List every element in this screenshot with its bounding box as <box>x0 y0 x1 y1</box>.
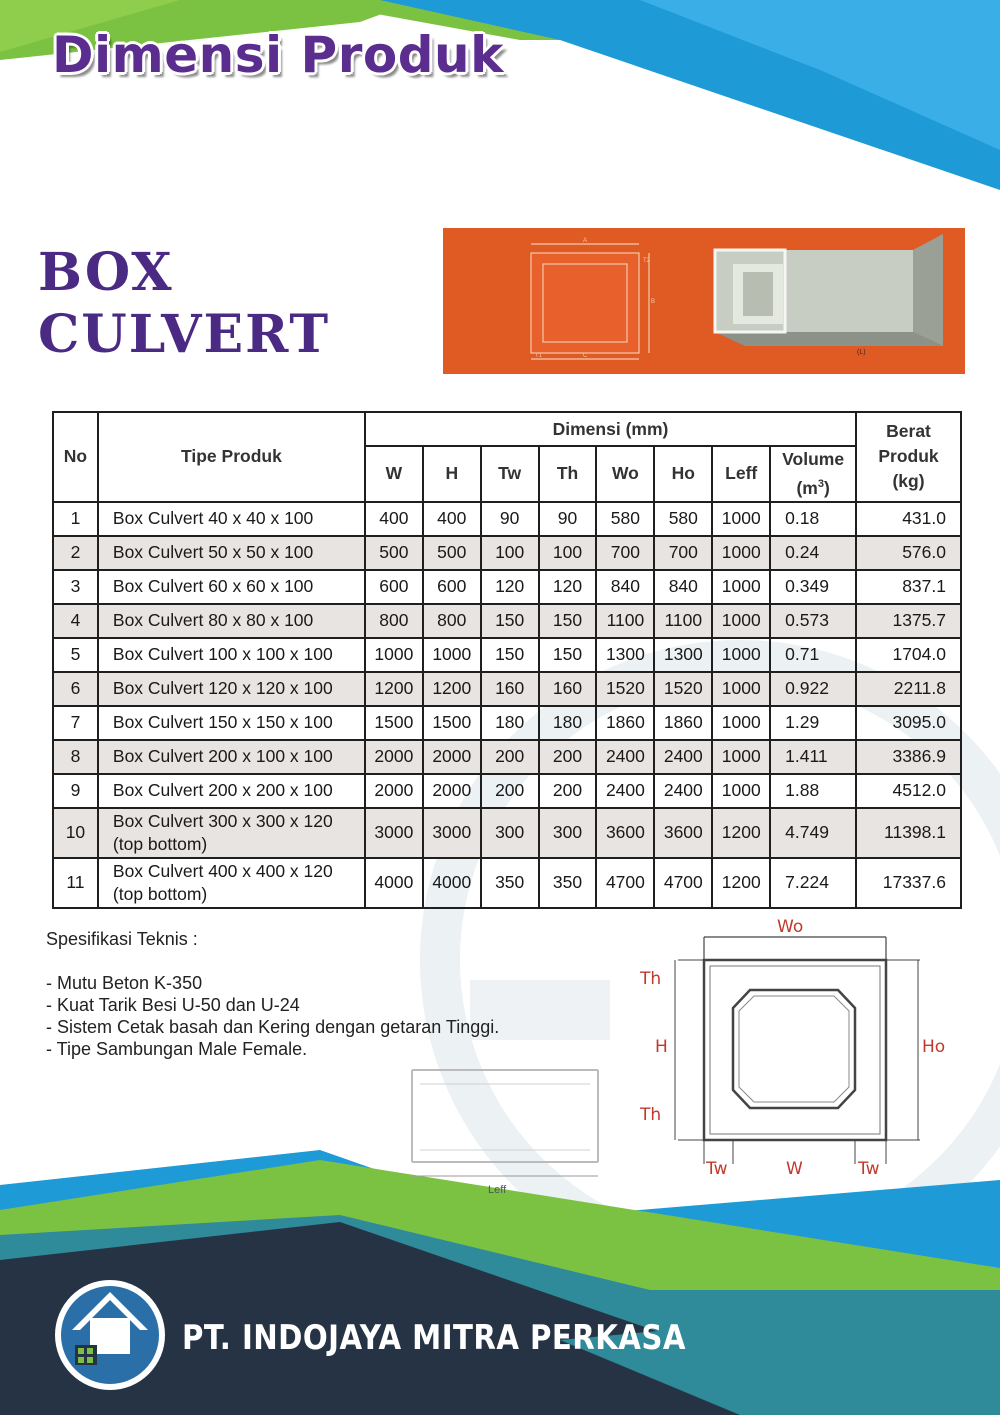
cell-h: 1500 <box>423 706 481 740</box>
cell-leff: 1000 <box>712 604 770 638</box>
column-header-th: Th <box>539 446 597 502</box>
cell-berat: 4512.0 <box>856 774 961 808</box>
cell-wo: 4700 <box>596 858 654 908</box>
company-name: PT. INDOJAYA MITRA PERKASA <box>182 1318 686 1358</box>
product-name <box>38 242 330 366</box>
cell-th: 100 <box>539 536 597 570</box>
table-row <box>53 604 961 638</box>
cell-no: 3 <box>53 570 98 604</box>
cell-leff: 1000 <box>712 536 770 570</box>
cell-volume: 4.749 <box>770 808 856 858</box>
diagram-label-w: W <box>786 1159 803 1179</box>
cell-w: 1000 <box>365 638 423 672</box>
cell-no: 7 <box>53 706 98 740</box>
cell-volume: 0.349 <box>770 570 856 604</box>
table-row <box>53 502 961 536</box>
diagram-label-tw-left: Tw <box>706 1159 728 1179</box>
cell-no: 2 <box>53 536 98 570</box>
cell-tipe-line1: Box Culvert 200 x 100 x 100 <box>112 746 333 767</box>
cell-w: 2000 <box>365 774 423 808</box>
cell-volume: 0.24 <box>770 536 856 570</box>
cell-volume: 1.29 <box>770 706 856 740</box>
table-row <box>53 740 961 774</box>
sketch-label-l: (L) <box>857 349 866 356</box>
table-row <box>53 570 961 604</box>
column-header-tipe: Tipe Produk <box>98 412 365 502</box>
cell-wo: 580 <box>596 502 654 536</box>
cell-berat: 11398.1 <box>856 808 961 858</box>
cell-no: 6 <box>53 672 98 706</box>
cross-section-diagram <box>630 912 960 1184</box>
cell-no: 10 <box>53 808 98 858</box>
cell-w: 4000 <box>365 858 423 908</box>
cell-leff: 1000 <box>712 502 770 536</box>
cell-leff: 1200 <box>712 808 770 858</box>
cell-tipe-line1: Box Culvert 120 x 120 x 100 <box>112 678 333 699</box>
cell-tipe-line1: Box Culvert 300 x 300 x 120 <box>112 810 333 831</box>
diagram-label-th-bottom: Th <box>640 1105 662 1125</box>
cell-leff: 1000 <box>712 672 770 706</box>
cell-tw: 120 <box>481 570 539 604</box>
spec-item: - Mutu Beton K-350 <box>46 973 203 993</box>
diagram-label-leff: Leff <box>488 1184 507 1196</box>
cell-tipe <box>98 570 365 604</box>
cell-w: 500 <box>365 536 423 570</box>
cell-volume: 1.88 <box>770 774 856 808</box>
cell-h: 400 <box>423 502 481 536</box>
cell-berat: 3095.0 <box>856 706 961 740</box>
cell-tipe-line2: (top bottom) <box>112 883 208 904</box>
product-dimension-table <box>52 411 962 909</box>
table-row <box>53 858 961 908</box>
column-header-ho: Ho <box>654 446 712 502</box>
sketch-label-t1: T1 <box>535 353 543 359</box>
cell-ho: 3600 <box>654 808 712 858</box>
product-name-line1: BOX <box>38 242 174 303</box>
column-header-w: W <box>365 446 423 502</box>
cell-tw: 90 <box>481 502 539 536</box>
cell-ho: 4700 <box>654 858 712 908</box>
cell-tw: 200 <box>481 774 539 808</box>
column-header-dimensi: Dimensi (mm) <box>365 412 856 446</box>
cell-th: 200 <box>539 774 597 808</box>
cell-leff: 1000 <box>712 570 770 604</box>
cell-no: 9 <box>53 774 98 808</box>
cell-berat: 1375.7 <box>856 604 961 638</box>
cell-th: 160 <box>539 672 597 706</box>
diagram-label-th-top: Th <box>640 969 662 989</box>
cell-tw: 100 <box>481 536 539 570</box>
cell-th: 180 <box>539 706 597 740</box>
cell-ho: 1300 <box>654 638 712 672</box>
cell-tw: 200 <box>481 740 539 774</box>
cell-wo: 1520 <box>596 672 654 706</box>
cell-leff: 1000 <box>712 740 770 774</box>
cell-tipe-line1: Box Culvert 60 x 60 x 100 <box>112 576 314 597</box>
cell-berat: 2211.8 <box>856 672 961 706</box>
cell-h: 500 <box>423 536 481 570</box>
cell-h: 800 <box>423 604 481 638</box>
cell-no: 8 <box>53 740 98 774</box>
cell-tipe <box>98 502 365 536</box>
column-header-volume: Volume $(m^3)$ <box>770 446 856 502</box>
table-row <box>53 774 961 808</box>
cell-berat: 17337.6 <box>856 858 961 908</box>
column-header-wo: Wo <box>596 446 654 502</box>
cell-h: 600 <box>423 570 481 604</box>
spec-item: - Tipe Sambungan Male Female. <box>46 1039 308 1059</box>
cell-berat: 837.1 <box>856 570 961 604</box>
cell-w: 1500 <box>365 706 423 740</box>
cell-volume: 0.922 <box>770 672 856 706</box>
cell-h: 4000 <box>423 858 481 908</box>
specs-heading: Spesifikasi Teknis : <box>46 929 198 949</box>
cell-berat: 431.0 <box>856 502 961 536</box>
cell-ho: 1520 <box>654 672 712 706</box>
column-header-h: H <box>423 446 481 502</box>
cell-ho: 840 <box>654 570 712 604</box>
cell-wo: 700 <box>596 536 654 570</box>
cell-tipe-line1: Box Culvert 100 x 100 x 100 <box>112 644 333 665</box>
technical-specifications <box>46 928 499 1060</box>
cell-h: 2000 <box>423 774 481 808</box>
cell-wo: 3600 <box>596 808 654 858</box>
cell-w: 800 <box>365 604 423 638</box>
table-row <box>53 808 961 858</box>
cell-tipe <box>98 740 365 774</box>
cell-tipe-line1: Box Culvert 40 x 40 x 100 <box>112 508 314 529</box>
page-title: Dimensi Produk <box>52 26 504 84</box>
column-header-leff: Leff <box>712 446 770 502</box>
cell-tw: 150 <box>481 604 539 638</box>
product-name-line2: CULVERT <box>38 304 331 365</box>
cell-w: 600 <box>365 570 423 604</box>
cell-tipe <box>98 808 365 858</box>
cell-tw: 180 <box>481 706 539 740</box>
cell-tipe <box>98 536 365 570</box>
cell-wo: 2400 <box>596 774 654 808</box>
cell-ho: 580 <box>654 502 712 536</box>
cell-wo: 1860 <box>596 706 654 740</box>
cross-section-sketch <box>531 244 649 359</box>
cell-no: 5 <box>53 638 98 672</box>
column-header-tw: Tw <box>481 446 539 502</box>
cell-tipe <box>98 858 365 908</box>
cell-th: 90 <box>539 502 597 536</box>
diagram-label-wo: Wo <box>777 917 804 937</box>
cell-tipe-line1: Box Culvert 150 x 150 x 100 <box>112 712 333 733</box>
cell-berat: 576.0 <box>856 536 961 570</box>
cell-h: 1000 <box>423 638 481 672</box>
cell-tipe-line1: Box Culvert 200 x 200 x 100 <box>112 780 333 801</box>
cell-volume: 7.224 <box>770 858 856 908</box>
cell-berat: 1704.0 <box>856 638 961 672</box>
cell-th: 350 <box>539 858 597 908</box>
cell-h: 2000 <box>423 740 481 774</box>
sketch-label-t2: T2 <box>643 258 651 264</box>
diagram-label-h: H <box>655 1037 668 1057</box>
cell-w: 1200 <box>365 672 423 706</box>
cell-th: 300 <box>539 808 597 858</box>
cell-wo: 840 <box>596 570 654 604</box>
cell-w: 2000 <box>365 740 423 774</box>
cell-leff: 1000 <box>712 774 770 808</box>
cell-ho: 1100 <box>654 604 712 638</box>
diagram-label-tw-right: Tw <box>858 1159 880 1179</box>
box-culvert-3d-icon <box>715 234 943 346</box>
cell-berat: 3386.9 <box>856 740 961 774</box>
cell-volume: 0.18 <box>770 502 856 536</box>
cell-th: 150 <box>539 604 597 638</box>
cell-wo: 1300 <box>596 638 654 672</box>
cell-leff: 1000 <box>712 638 770 672</box>
cell-leff: 1000 <box>712 706 770 740</box>
cell-no: 1 <box>53 502 98 536</box>
cell-tipe-line1: Box Culvert 400 x 400 x 120 <box>112 860 333 881</box>
cell-th: 200 <box>539 740 597 774</box>
cell-tipe-line2: (top bottom) <box>112 833 208 854</box>
cell-h: 3000 <box>423 808 481 858</box>
cell-tipe <box>98 604 365 638</box>
cell-tipe <box>98 706 365 740</box>
table-row <box>53 536 961 570</box>
cell-w: 400 <box>365 502 423 536</box>
cell-tw: 300 <box>481 808 539 858</box>
cell-th: 150 <box>539 638 597 672</box>
cell-ho: 1860 <box>654 706 712 740</box>
sketch-label-a: A <box>583 238 588 244</box>
table-row <box>53 638 961 672</box>
cell-tipe <box>98 638 365 672</box>
side-view-diagram <box>400 1060 610 1200</box>
cell-no: 11 <box>53 858 98 908</box>
column-header-no: No <box>53 412 98 502</box>
cell-th: 120 <box>539 570 597 604</box>
cell-no: 4 <box>53 604 98 638</box>
column-header-berat: Berat Produk (kg) <box>856 412 961 502</box>
cell-w: 3000 <box>365 808 423 858</box>
table-body <box>53 502 961 908</box>
table-row <box>53 672 961 706</box>
cell-tw: 160 <box>481 672 539 706</box>
cell-ho: 2400 <box>654 740 712 774</box>
cell-h: 1200 <box>423 672 481 706</box>
spec-item: - Kuat Tarik Besi U-50 dan U-24 <box>46 995 300 1015</box>
cell-ho: 2400 <box>654 774 712 808</box>
sketch-label-c: C <box>583 353 588 359</box>
cell-tw: 350 <box>481 858 539 908</box>
cell-tipe <box>98 672 365 706</box>
cell-volume: 1.411 <box>770 740 856 774</box>
cell-tipe-line1: Box Culvert 80 x 80 x 100 <box>112 610 314 631</box>
cell-volume: 0.573 <box>770 604 856 638</box>
spec-item: - Sistem Cetak basah dan Kering dengan getaran Tinggi. <box>46 1017 500 1037</box>
cell-tipe <box>98 774 365 808</box>
sketch-label-b: B <box>651 299 656 305</box>
cell-tw: 150 <box>481 638 539 672</box>
cell-volume: 0.71 <box>770 638 856 672</box>
product-hero-image <box>443 228 965 374</box>
cell-leff: 1200 <box>712 858 770 908</box>
cell-wo: 2400 <box>596 740 654 774</box>
diagram-label-ho: Ho <box>922 1037 946 1057</box>
cell-tipe-line1: Box Culvert 50 x 50 x 100 <box>112 542 314 563</box>
cell-ho: 700 <box>654 536 712 570</box>
table-row <box>53 706 961 740</box>
cell-wo: 1100 <box>596 604 654 638</box>
